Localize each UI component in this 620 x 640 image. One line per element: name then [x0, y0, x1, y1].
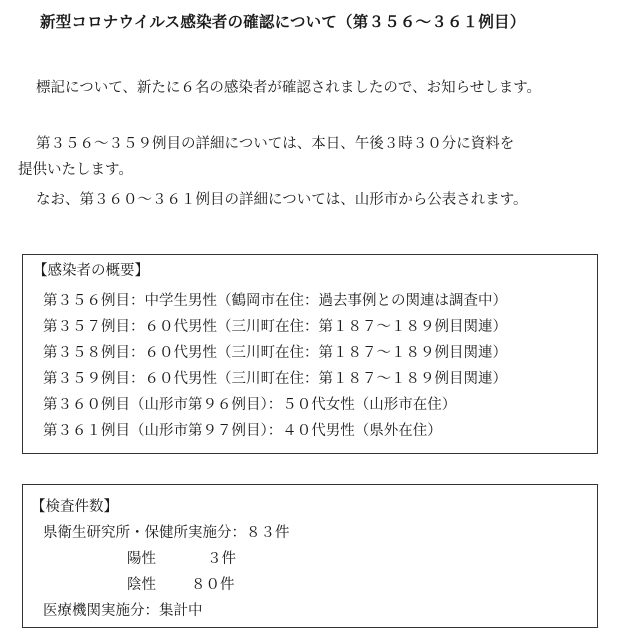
- paragraph-announcement: 標記について、新たに６名の感染者が確認されましたので、お知らせします。: [36, 80, 542, 96]
- institute-test-count: 県衛生研究所・保健所実施分：８３件: [43, 525, 290, 541]
- case-item-358: 第３５８例目：６０代男性（三川町在住：第１８７～１８９例目関連）: [43, 345, 507, 361]
- test-count-box: [22, 484, 598, 628]
- case-summary-box: [22, 254, 598, 454]
- negative-count: ８０件: [191, 577, 235, 593]
- paragraph-details-line1: 第３５６～３５９例目の詳細については、本日、午後３時３０分に資料を: [36, 136, 515, 152]
- paragraph-yamagata-note: なお、第３６０～３６１例目の詳細については、山形市から公表されます。: [36, 192, 528, 208]
- case-summary-heading: 【感染者の概要】: [33, 263, 149, 279]
- case-item-360: 第３６０例目（山形市第９６例目）：５０代女性（山形市在住）: [43, 397, 457, 413]
- positive-count: ３件: [207, 551, 236, 567]
- medical-test-count: 医療機関実施分：集計中: [43, 603, 203, 619]
- test-count-heading: 【検査件数】: [31, 499, 118, 515]
- case-item-357: 第３５７例目：６０代男性（三川町在住：第１８７～１８９例目関連）: [43, 319, 507, 335]
- case-item-361: 第３６１例目（山形市第９７例目）：４０代男性（県外在住）: [43, 423, 442, 439]
- negative-label: 陰性: [127, 577, 156, 593]
- paragraph-details-line2: 提供いたします。: [18, 162, 133, 178]
- case-item-356: 第３５６例目：中学生男性（鶴岡市在住：過去事例との関連は調査中）: [43, 293, 507, 309]
- positive-label: 陽性: [127, 551, 156, 567]
- case-item-359: 第３５９例目：６０代男性（三川町在住：第１８７～１８９例目関連）: [43, 371, 507, 387]
- document-title: 新型コロナウイルス感染者の確認について（第３５６～３６１例目）: [40, 12, 526, 31]
